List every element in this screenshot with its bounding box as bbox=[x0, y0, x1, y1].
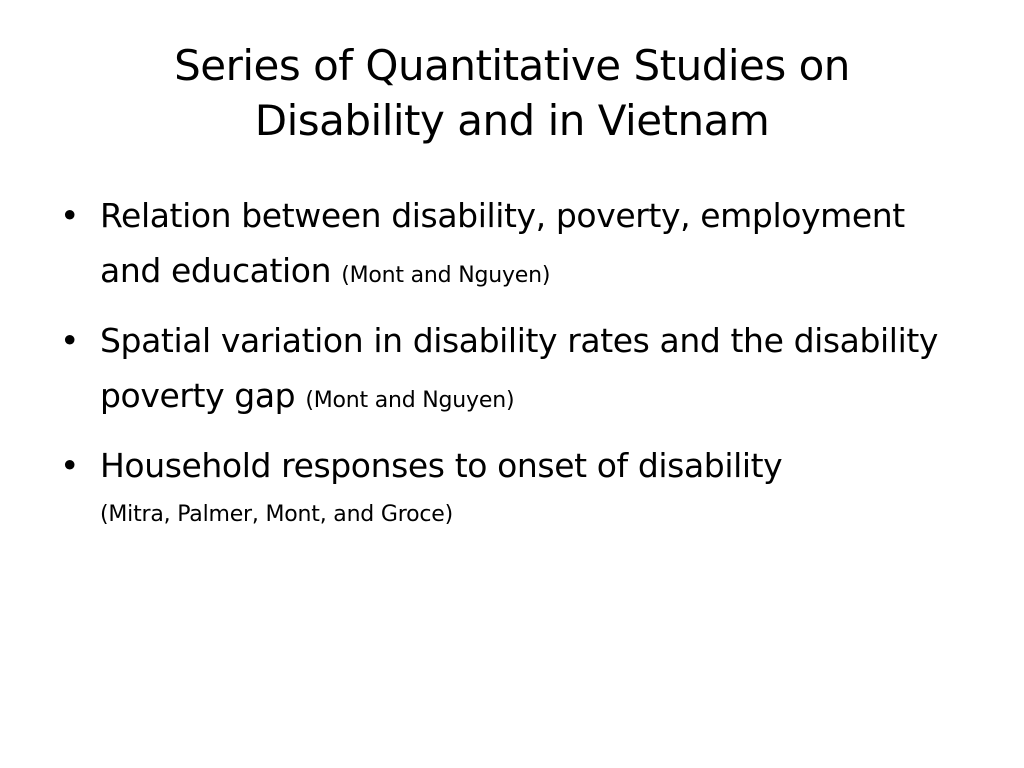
bullet-text: Relation between disability, poverty, employment and education bbox=[100, 196, 905, 290]
bullet-marker: • bbox=[60, 196, 80, 235]
slide-title-line-2: Disability and in Vietnam bbox=[254, 96, 770, 145]
bullet-item bbox=[58, 188, 958, 303]
bullet-list bbox=[58, 188, 958, 547]
bullet-item bbox=[58, 438, 958, 537]
bullet-item bbox=[58, 313, 958, 428]
slide-title bbox=[60, 38, 964, 148]
bullet-citation: (Mont and Nguyen) bbox=[341, 263, 551, 288]
bullet-text: Household responses to onset of disability bbox=[100, 446, 783, 485]
slide-title-line-1: Series of Quantitative Studies on bbox=[174, 41, 850, 90]
bullet-marker: • bbox=[60, 446, 80, 485]
bullet-citation: (Mitra, Palmer, Mont, and Groce) bbox=[100, 502, 453, 527]
bullet-text: Spatial variation in disability rates and the disability poverty gap bbox=[100, 321, 939, 415]
bullet-citation: (Mont and Nguyen) bbox=[305, 388, 515, 413]
bullet-marker: • bbox=[60, 321, 80, 360]
